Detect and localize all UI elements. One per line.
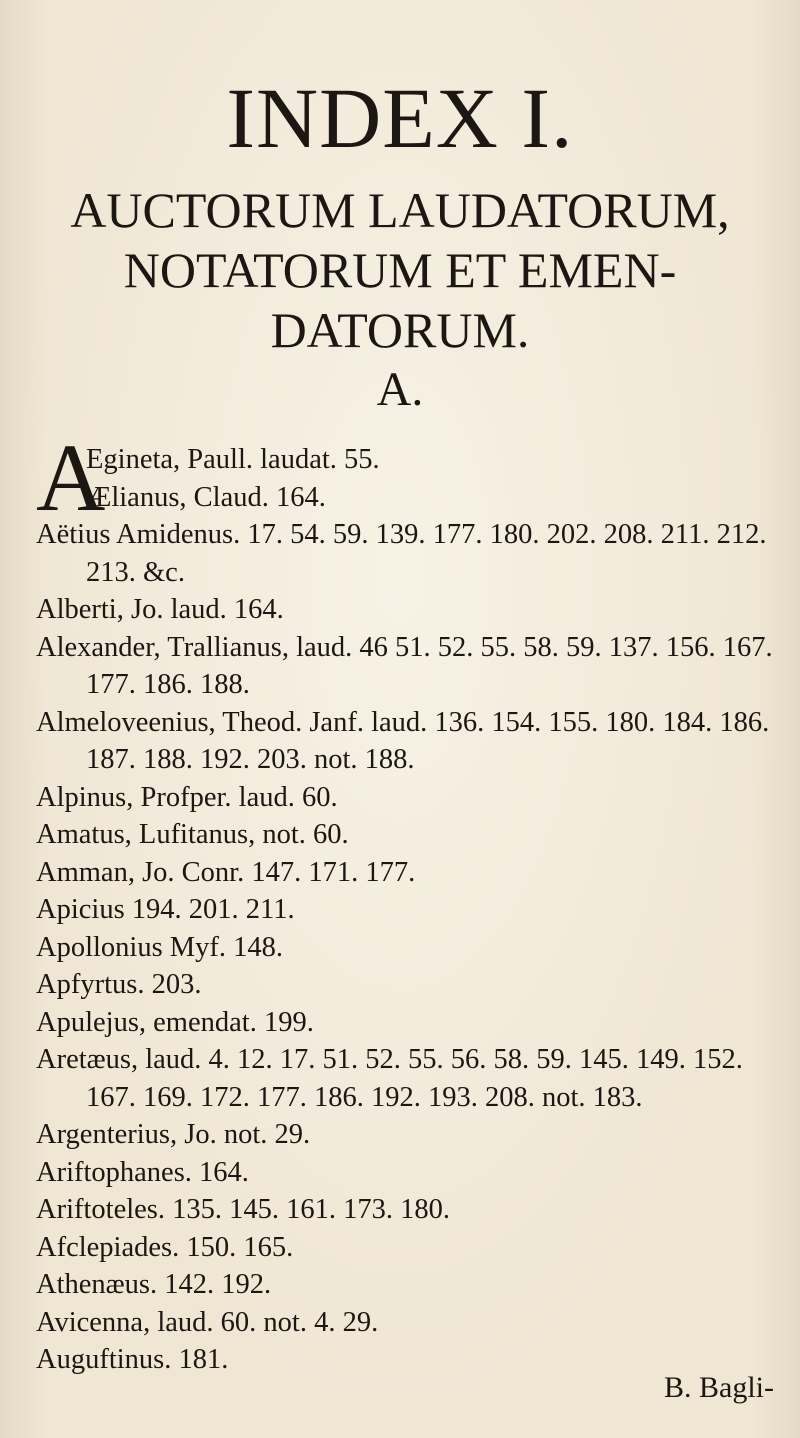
subtitle-line-2: NOTATORUM ET EMEN- <box>123 242 677 298</box>
index-title: INDEX I. <box>226 70 574 166</box>
index-entry: Apicius 194. 201. 211. <box>36 894 295 925</box>
index-entry: Auguftinus. 181. <box>36 1344 229 1375</box>
drop-cap: A <box>36 424 106 531</box>
index-entry: Apfyrtus. 203. <box>36 969 202 1000</box>
subtitle-line-3: DATORUM. <box>270 302 530 358</box>
index-entry-text: Egineta, Paull. laudat. 55. <box>86 444 380 475</box>
section-letter: A. <box>376 363 424 416</box>
index-entry: Amman, Jo. Conr. 147. 171. 177. <box>36 856 416 888</box>
index-entry: Apulejus, emendat. 199. <box>36 1006 314 1038</box>
index-entry: Alexander, Trallianus, laud. 46 51. 52. 55. 58. 59. 137. 156. 167. 177. 186. 188. <box>36 631 773 700</box>
index-entry: Ariftophanes. 164. <box>36 1156 249 1188</box>
index-entry: Aëtius Amidenus. 17. 54. 59. 139. 177. 180. 202. 208. 211. 212. 213. &c. <box>36 519 767 588</box>
index-entry: Alpinus, Profper. laud. 60. <box>36 781 338 813</box>
index-entry: Apollonius Myf. 148. <box>36 931 284 963</box>
subtitle-line-1: AUCTORUM LAUDATORUM, <box>70 182 730 238</box>
index-entry: Almeloveenius, Theod. Janf. laud. 136. 154. 155. 180. 184. 186. 187. 188. 192. 203. not. 188. <box>36 706 770 775</box>
index-entry: Ælianus, Claud. 164. <box>86 481 326 513</box>
index-subtitle <box>0 180 800 360</box>
index-entry: Aretæus, laud. 4. 12. 17. 51. 52. 55. 56. 58. 59. 145. 149. 152. 167. 169. 172. 177. 186. 192. 193. 208. not. 183. <box>36 1044 743 1113</box>
index-entry: Avicenna, laud. 60. not. 4. 29. <box>36 1306 379 1338</box>
index-entry: Afclepiades. 150. 165. <box>36 1231 294 1263</box>
index-entry-list <box>36 424 784 1379</box>
index-entry: Athenæus. 142. 192. <box>36 1269 272 1300</box>
catchword: B. Bagli- <box>664 1371 774 1404</box>
index-entry: Amatus, Lufitanus, not. 60. <box>36 819 349 850</box>
index-entry: Ariftoteles. 135. 145. 161. 173. 180. <box>36 1194 451 1225</box>
index-entry: Argenterius, Jo. not. 29. <box>36 1119 311 1150</box>
index-entry: Alberti, Jo. laud. 164. <box>36 594 284 625</box>
